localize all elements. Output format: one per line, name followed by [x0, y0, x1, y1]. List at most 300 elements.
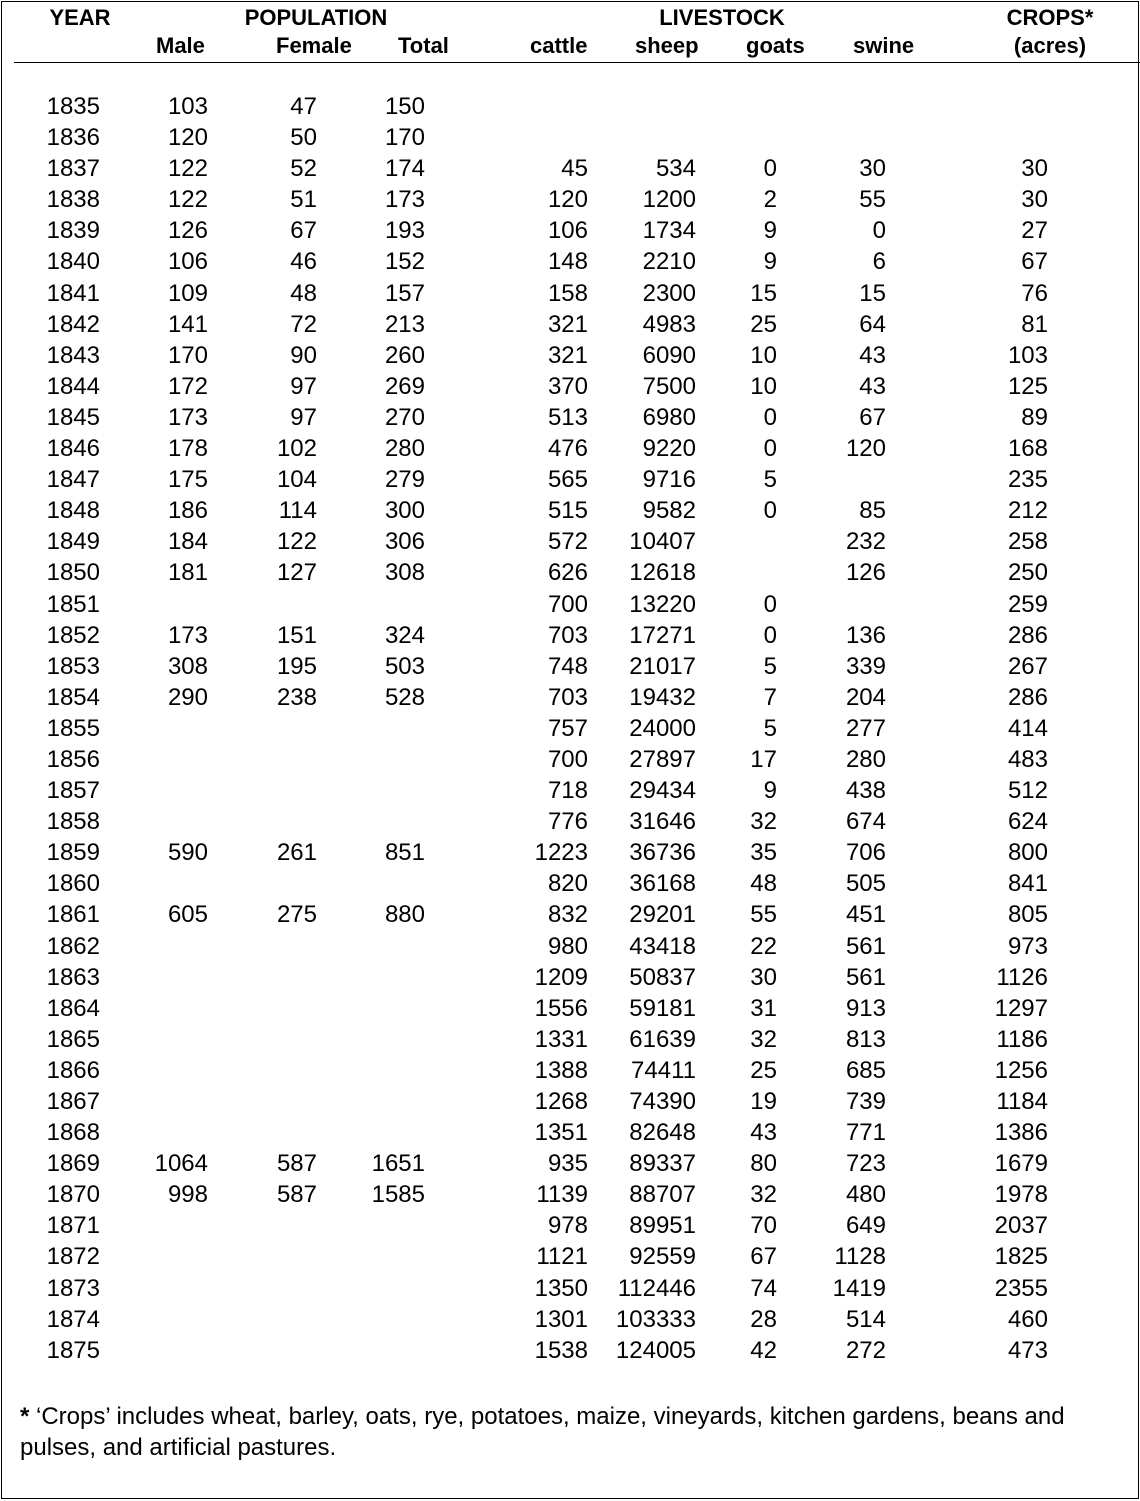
table-row [2, 868, 1140, 899]
cell-cattle: 1121 [536, 1243, 588, 1271]
cell-crops: 460 [1007, 1305, 1048, 1333]
cell-goats: 2 [763, 186, 777, 214]
cell-cattle: 1351 [534, 1119, 588, 1147]
cell-male: 106 [167, 248, 208, 276]
cell-year: 1839 [46, 217, 100, 245]
cell-female: 587 [276, 1150, 317, 1178]
cell-male: 181 [167, 559, 208, 587]
cell-male: 126 [167, 217, 208, 245]
cell-crops: 250 [1007, 559, 1048, 587]
cell-goats: 32 [750, 1181, 777, 1209]
cell-crops: 1386 [994, 1119, 1048, 1147]
cell-goats: 25 [750, 310, 777, 338]
cell-sheep: 36736 [629, 839, 696, 867]
cell-year: 1873 [46, 1274, 100, 1302]
cell-female: 52 [290, 155, 317, 183]
cell-male: 1064 [154, 1150, 208, 1178]
table-row [2, 495, 1140, 526]
cell-swine: 30 [859, 155, 886, 183]
cell-goats: 28 [750, 1305, 777, 1333]
cell-female: 151 [276, 621, 317, 649]
cell-crops: 103 [1007, 341, 1048, 369]
cell-cattle: 757 [547, 714, 588, 742]
cell-male: 120 [167, 124, 208, 152]
cell-sheep: 29434 [629, 777, 696, 805]
cell-swine: 1128 [834, 1243, 886, 1271]
table-row [2, 1210, 1140, 1241]
cell-year: 1845 [46, 403, 100, 431]
cell-cattle: 1388 [534, 1056, 588, 1084]
cell-female: 67 [290, 217, 317, 245]
cell-crops: 125 [1007, 372, 1048, 400]
cell-swine: 67 [859, 403, 886, 431]
table-row [2, 246, 1140, 277]
table-row [2, 1055, 1140, 1086]
cell-year: 1841 [46, 279, 100, 307]
cell-swine: 204 [845, 683, 886, 711]
cell-total: 270 [384, 403, 425, 431]
cell-crops: 805 [1007, 901, 1048, 929]
cell-cattle: 106 [547, 217, 588, 245]
cell-year: 1842 [46, 310, 100, 338]
table-row [2, 1273, 1140, 1304]
cell-female: 275 [276, 901, 317, 929]
cell-goats: 0 [763, 435, 777, 463]
cell-year: 1867 [46, 1088, 100, 1115]
cell-swine: 232 [845, 528, 886, 556]
table-row [2, 91, 1140, 122]
cell-sheep: 6980 [642, 403, 696, 431]
cell-sheep: 31646 [629, 808, 696, 836]
cell-sheep: 112446 [617, 1274, 696, 1302]
cell-total: 157 [384, 279, 425, 307]
cell-crops: 76 [1021, 279, 1048, 307]
cell-swine: 739 [845, 1088, 886, 1115]
cell-year: 1859 [46, 839, 100, 867]
table-row [2, 215, 1140, 246]
cell-goats: 32 [750, 808, 777, 836]
cell-total: 193 [384, 217, 425, 245]
cell-female: 97 [290, 403, 317, 431]
table-row [2, 775, 1140, 806]
cell-crops: 512 [1007, 777, 1048, 805]
table-row [2, 340, 1140, 371]
table-row [2, 1179, 1140, 1210]
table-row [2, 620, 1140, 651]
cell-male: 173 [167, 403, 208, 431]
cell-female: 46 [290, 248, 317, 276]
header-acres: (acres) [1013, 33, 1087, 58]
cell-cattle: 978 [547, 1212, 588, 1240]
table-row [2, 371, 1140, 402]
cell-year: 1835 [46, 93, 100, 120]
cell-crops: 27 [1021, 217, 1048, 245]
cell-crops: 67 [1021, 248, 1048, 276]
cell-swine: 280 [845, 745, 886, 773]
cell-sheep: 29201 [629, 901, 696, 929]
cell-year: 1866 [46, 1056, 100, 1084]
cell-swine: 561 [845, 932, 886, 960]
cell-cattle: 832 [547, 901, 588, 929]
cell-sheep: 17271 [629, 621, 696, 649]
cell-sheep: 27897 [629, 745, 696, 773]
table-row [2, 526, 1140, 557]
header-cattle: cattle [530, 33, 588, 58]
cell-female: 104 [276, 466, 317, 494]
cell-swine: 771 [845, 1119, 886, 1147]
cell-year: 1868 [46, 1119, 100, 1147]
cell-cattle: 1268 [534, 1088, 588, 1115]
cell-swine: 15 [859, 279, 886, 307]
cell-year: 1864 [46, 994, 100, 1022]
cell-cattle: 120 [547, 186, 588, 214]
data-table-page [1, 1, 1139, 1499]
cell-goats: 70 [750, 1212, 777, 1240]
cell-year: 1856 [46, 745, 100, 773]
cell-total: 174 [384, 155, 425, 183]
cell-cattle: 1331 [534, 1025, 588, 1053]
cell-crops: 841 [1007, 870, 1048, 898]
cell-sheep: 61639 [629, 1025, 696, 1053]
table-row [2, 557, 1140, 588]
cell-cattle: 700 [547, 745, 588, 773]
cell-total: 269 [384, 372, 425, 400]
cell-sheep: 2300 [642, 279, 696, 307]
cell-cattle: 158 [547, 279, 588, 307]
cell-crops: 286 [1007, 683, 1048, 711]
cell-crops: 267 [1007, 652, 1048, 680]
table-row [2, 682, 1140, 713]
cell-female: 122 [276, 528, 317, 556]
table-row [2, 899, 1140, 930]
cell-year: 1836 [46, 124, 100, 152]
table-row [2, 651, 1140, 682]
cell-year: 1837 [46, 155, 100, 183]
cell-cattle: 718 [547, 777, 588, 805]
table-row [2, 837, 1140, 868]
table-row [2, 1335, 1140, 1366]
cell-cattle: 45 [561, 155, 588, 183]
cell-swine: 685 [845, 1056, 886, 1084]
table-row [2, 1304, 1140, 1335]
cell-swine: 480 [845, 1181, 886, 1209]
cell-total: 279 [384, 466, 425, 494]
cell-goats: 9 [763, 248, 777, 276]
cell-crops: 800 [1007, 839, 1048, 867]
header-crops: CROPS* [1006, 5, 1094, 30]
cell-swine: 913 [845, 994, 886, 1022]
cell-sheep: 10407 [629, 528, 696, 556]
cell-crops: 89 [1021, 403, 1048, 431]
cell-sheep: 88707 [629, 1181, 696, 1209]
cell-cattle: 820 [547, 870, 588, 898]
table-row [2, 962, 1140, 993]
cell-male: 998 [167, 1181, 208, 1209]
cell-crops: 1126 [996, 963, 1048, 991]
cell-year: 1870 [46, 1181, 100, 1209]
cell-male: 109 [167, 279, 208, 307]
cell-year: 1862 [46, 932, 100, 960]
cell-male: 290 [167, 683, 208, 711]
cell-crops: 973 [1007, 932, 1048, 960]
cell-cattle: 370 [547, 372, 588, 400]
cell-cattle: 1538 [534, 1336, 588, 1364]
footnote [20, 1401, 1120, 1463]
cell-year: 1871 [46, 1212, 100, 1240]
cell-cattle: 626 [547, 559, 588, 587]
header-total: Total [398, 33, 449, 58]
cell-swine: 451 [845, 901, 886, 929]
cell-sheep: 9220 [642, 435, 696, 463]
cell-total: 851 [384, 839, 425, 867]
header-year: YEAR [49, 5, 111, 30]
cell-sheep: 24000 [629, 714, 696, 742]
cell-goats: 7 [763, 683, 777, 711]
table-row [2, 1117, 1140, 1148]
cell-goats: 31 [750, 994, 777, 1022]
cell-female: 238 [276, 683, 317, 711]
cell-total: 880 [384, 901, 425, 929]
cell-goats: 35 [750, 839, 777, 867]
cell-year: 1858 [46, 808, 100, 836]
cell-sheep: 7500 [642, 372, 696, 400]
cell-year: 1844 [46, 372, 100, 400]
cell-swine: 55 [859, 186, 886, 214]
cell-year: 1846 [46, 435, 100, 463]
cell-crops: 2037 [994, 1212, 1048, 1240]
table-row [2, 464, 1140, 495]
cell-goats: 80 [750, 1150, 777, 1178]
cell-total: 260 [384, 341, 425, 369]
cell-total: 503 [384, 652, 425, 680]
cell-swine: 272 [845, 1336, 886, 1364]
cell-total: 528 [384, 683, 425, 711]
cell-male: 103 [167, 93, 208, 120]
cell-cattle: 321 [547, 310, 588, 338]
cell-year: 1849 [46, 528, 100, 556]
cell-swine: 64 [859, 310, 886, 338]
cell-male: 141 [167, 310, 208, 338]
cell-goats: 5 [763, 466, 777, 494]
cell-crops: 1184 [996, 1088, 1048, 1115]
cell-female: 102 [276, 435, 317, 463]
cell-year: 1857 [46, 777, 100, 805]
cell-sheep: 103333 [615, 1305, 696, 1333]
table-row [2, 744, 1140, 775]
cell-cattle: 700 [547, 590, 588, 618]
cell-sheep: 50837 [629, 963, 696, 991]
cell-year: 1848 [46, 497, 100, 525]
cell-female: 587 [276, 1181, 317, 1209]
table-row [2, 1148, 1140, 1179]
cell-total: 308 [384, 559, 425, 587]
cell-year: 1840 [46, 248, 100, 276]
cell-goats: 74 [750, 1274, 777, 1302]
cell-cattle: 148 [547, 248, 588, 276]
cell-sheep: 89951 [629, 1212, 696, 1240]
cell-year: 1838 [46, 186, 100, 214]
cell-sheep: 89337 [629, 1150, 696, 1178]
cell-cattle: 476 [547, 435, 588, 463]
cell-female: 47 [290, 93, 317, 120]
table-row [2, 278, 1140, 309]
cell-sheep: 9716 [642, 466, 696, 494]
cell-male: 173 [167, 621, 208, 649]
cell-swine: 1419 [832, 1274, 886, 1302]
cell-crops: 258 [1007, 528, 1048, 556]
cell-goats: 0 [763, 403, 777, 431]
table-row [2, 184, 1140, 215]
cell-swine: 277 [845, 714, 886, 742]
table-row [2, 1241, 1140, 1272]
cell-goats: 42 [750, 1336, 777, 1364]
cell-cattle: 1301 [534, 1305, 588, 1333]
cell-male: 122 [167, 155, 208, 183]
cell-year: 1850 [46, 559, 100, 587]
table-row [2, 122, 1140, 153]
cell-sheep: 92559 [629, 1243, 696, 1271]
cell-year: 1875 [46, 1336, 100, 1364]
header-female: Female [276, 33, 352, 58]
cell-sheep: 82648 [629, 1119, 696, 1147]
cell-sheep: 13220 [629, 590, 696, 618]
cell-goats: 19 [750, 1088, 777, 1115]
cell-total: 170 [384, 124, 425, 152]
cell-swine: 43 [859, 341, 886, 369]
cell-year: 1843 [46, 341, 100, 369]
cell-crops: 624 [1007, 808, 1048, 836]
cell-swine: 339 [845, 652, 886, 680]
cell-swine: 813 [845, 1025, 886, 1053]
cell-cattle: 1350 [534, 1274, 588, 1302]
cell-male: 122 [167, 186, 208, 214]
cell-sheep: 74411 [631, 1056, 696, 1084]
cell-female: 195 [276, 652, 317, 680]
cell-cattle: 703 [547, 683, 588, 711]
cell-crops: 483 [1007, 745, 1048, 773]
cell-swine: 674 [845, 808, 886, 836]
cell-crops: 30 [1021, 186, 1048, 214]
cell-total: 152 [384, 248, 425, 276]
header-swine: swine [853, 33, 915, 58]
cell-swine: 136 [845, 621, 886, 649]
cell-sheep: 534 [655, 155, 696, 183]
cell-swine: 438 [845, 777, 886, 805]
cell-goats: 67 [750, 1243, 777, 1271]
cell-year: 1855 [46, 714, 100, 742]
cell-cattle: 513 [547, 403, 588, 431]
cell-swine: 561 [845, 963, 886, 991]
cell-total: 300 [384, 497, 425, 525]
footnote-marker: * [20, 1403, 30, 1430]
cell-cattle: 776 [547, 808, 588, 836]
cell-goats: 55 [750, 901, 777, 929]
cell-total: 1585 [371, 1181, 425, 1209]
cell-male: 184 [167, 528, 208, 556]
cell-swine: 723 [845, 1150, 886, 1178]
cell-cattle: 935 [547, 1150, 588, 1178]
cell-male: 178 [167, 435, 208, 463]
cell-year: 1852 [46, 621, 100, 649]
cell-crops: 1256 [994, 1056, 1048, 1084]
cell-year: 1854 [46, 683, 100, 711]
table-row [2, 153, 1140, 184]
cell-sheep: 4983 [642, 310, 696, 338]
cell-total: 173 [384, 186, 425, 214]
cell-goats: 17 [750, 745, 777, 773]
table-row [2, 993, 1140, 1024]
cell-goats: 9 [763, 217, 777, 245]
cell-male: 172 [167, 372, 208, 400]
cell-sheep: 2210 [642, 248, 696, 276]
cell-swine: 706 [845, 839, 886, 867]
cell-crops: 168 [1007, 435, 1048, 463]
cell-male: 175 [167, 466, 208, 494]
cell-sheep: 1200 [642, 186, 696, 214]
cell-crops: 259 [1007, 590, 1048, 618]
cell-swine: 514 [845, 1305, 886, 1333]
cell-sheep: 1734 [642, 217, 696, 245]
cell-sheep: 43418 [629, 932, 696, 960]
cell-swine: 505 [845, 870, 886, 898]
cell-goats: 0 [763, 590, 777, 618]
cell-crops: 1825 [994, 1243, 1048, 1271]
cell-female: 50 [290, 124, 317, 152]
cell-female: 72 [290, 310, 317, 338]
cell-year: 1863 [46, 963, 100, 991]
cell-total: 324 [384, 621, 425, 649]
cell-goats: 9 [763, 777, 777, 805]
table-row [2, 1024, 1140, 1055]
cell-goats: 0 [763, 155, 777, 183]
cell-total: 306 [384, 528, 425, 556]
cell-female: 51 [290, 186, 317, 214]
cell-goats: 48 [750, 870, 777, 898]
cell-year: 1874 [46, 1305, 100, 1333]
cell-year: 1861 [46, 901, 100, 929]
footnote-text: ‘Crops’ includes wheat, barley, oats, rye, potatoes, maize, vineyards, kitchen gardens, beans and pulses, and artificial pastures. [20, 1403, 1065, 1461]
cell-year: 1860 [46, 870, 100, 898]
cell-cattle: 321 [547, 341, 588, 369]
cell-year: 1872 [46, 1243, 100, 1271]
cell-crops: 1978 [994, 1181, 1048, 1209]
header-livestock: LIVESTOCK [659, 5, 785, 30]
cell-year: 1851 [46, 590, 100, 618]
header-male: Male [156, 33, 205, 58]
cell-crops: 235 [1007, 466, 1048, 494]
cell-swine: 43 [859, 372, 886, 400]
cell-female: 114 [278, 497, 317, 525]
table-row [2, 589, 1140, 620]
cell-cattle: 1209 [534, 963, 588, 991]
cell-total: 280 [384, 435, 425, 463]
cell-cattle: 748 [547, 652, 588, 680]
table-row [2, 806, 1140, 837]
cell-goats: 22 [750, 932, 777, 960]
cell-male: 308 [167, 652, 208, 680]
cell-total: 1651 [371, 1150, 425, 1178]
table-row [2, 1086, 1140, 1117]
cell-crops: 30 [1021, 155, 1048, 183]
cell-goats: 10 [750, 372, 777, 400]
cell-crops: 1297 [994, 994, 1048, 1022]
table-row [2, 931, 1140, 962]
cell-swine: 6 [872, 248, 886, 276]
table-row [2, 402, 1140, 433]
cell-sheep: 36168 [629, 870, 696, 898]
cell-swine: 649 [845, 1212, 886, 1240]
cell-cattle: 1139 [536, 1181, 588, 1209]
